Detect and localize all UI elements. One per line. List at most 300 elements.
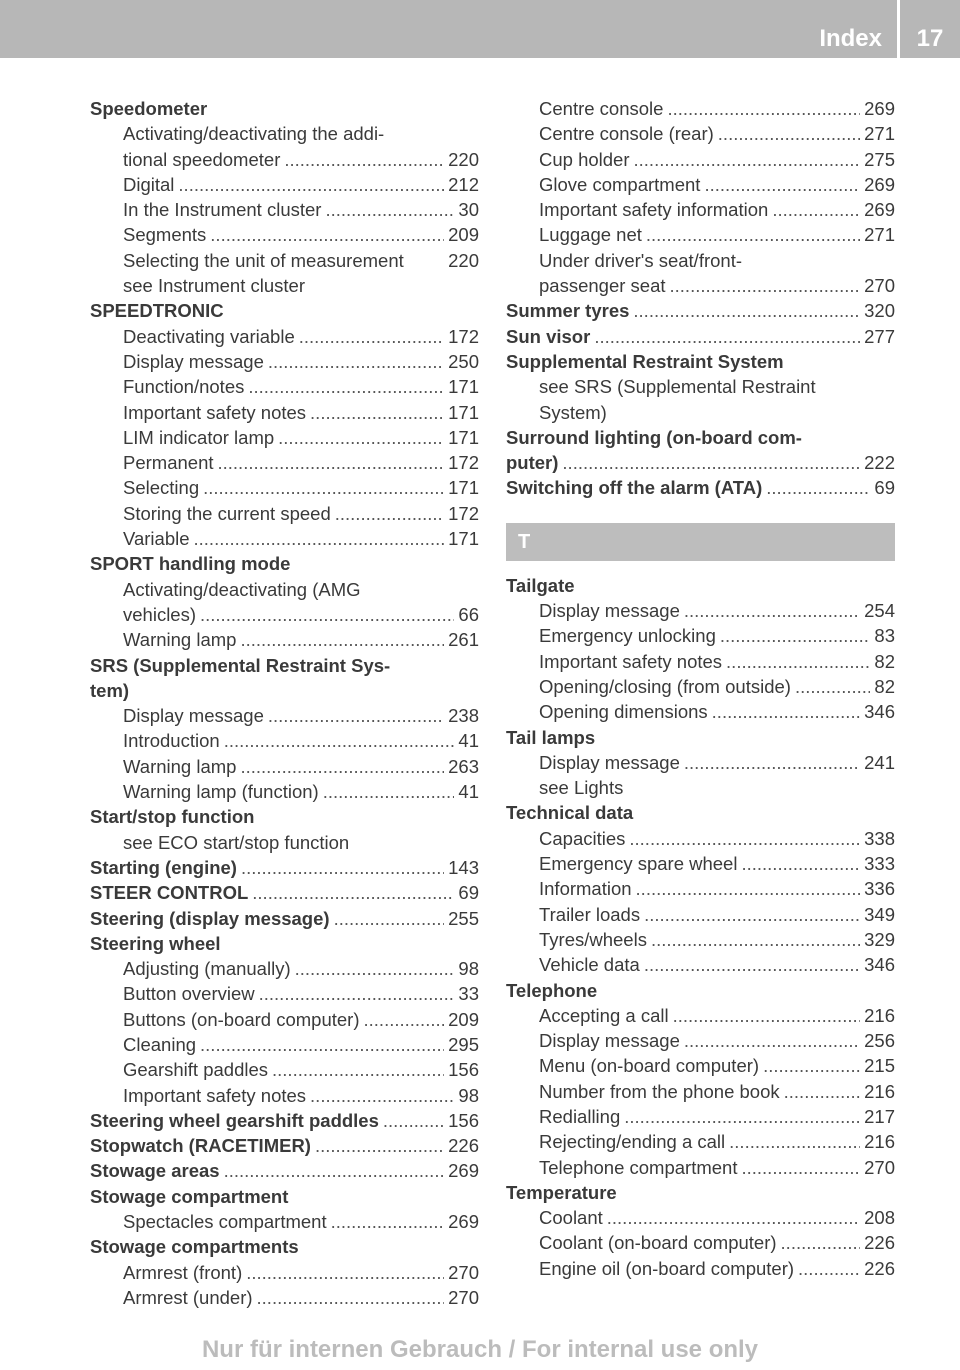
page-reference: 349 [864,903,895,925]
entry-text: Surround lighting (on-board com- [506,426,802,448]
index-subentry [90,349,479,374]
entry-text: Tyres/wheels [539,928,647,950]
leader-dots [624,1104,860,1129]
page-reference: 171 [448,426,479,448]
index-subentry [506,699,895,724]
page-reference: 209 [448,1008,479,1030]
entry-text: Summer tyres [506,300,630,322]
index-subentry [90,450,479,475]
index-subentry [506,649,895,674]
entry-text: Segments [123,224,207,246]
index-subentry [90,754,479,779]
index-subentry [506,222,895,247]
page-reference: 66 [458,603,479,625]
index-heading [90,1158,479,1183]
leader-dots [268,349,444,374]
index-subentry [90,1209,479,1234]
index-heading [506,573,895,598]
entry-text: see ECO start/stop function [123,831,350,853]
entry-text: see Lights [539,777,624,799]
entry-text: Information [539,878,632,900]
index-heading [506,349,895,374]
page-reference: 216 [864,1131,895,1153]
entry-text: Trailer loads [539,903,641,925]
entry-text: STEER CONTROL [90,882,249,904]
page-reference: 271 [864,123,895,145]
leader-dots [562,450,860,475]
entry-text: Activating/deactivating the addi- [123,123,385,145]
page-reference: 41 [458,730,479,752]
index-subentry [90,1032,479,1057]
page-reference: 209 [448,224,479,246]
leader-dots [781,1230,861,1255]
leader-dots [310,1083,454,1108]
page-reference: 270 [448,1261,479,1283]
page-reference: 263 [448,755,479,777]
index-heading [506,425,895,450]
entry-text: Supplemental Restraint System [506,350,784,372]
index-subentry [90,501,479,526]
page-reference: 254 [864,600,895,622]
page-reference: 156 [448,1109,479,1131]
index-subentry [506,750,895,775]
leader-dots [644,952,860,977]
index-subentry [90,248,479,273]
index-subentry [90,425,479,450]
index-subentry [90,526,479,551]
page-reference: 269 [864,98,895,119]
entry-text: Gearshift paddles [123,1059,269,1081]
index-subentry [506,1230,895,1255]
entry-text: Temperature [506,1181,617,1203]
page-reference: 338 [864,827,895,849]
entry-text: Number from the phone book [539,1080,780,1102]
entry-text: SPORT handling mode [90,553,291,575]
page-reference: 250 [448,350,479,372]
index-subentry [90,121,479,146]
entry-text: Coolant [539,1207,603,1229]
entry-text: LIM indicator lamp [123,426,275,448]
page-reference: 216 [864,1080,895,1102]
index-subentry [90,172,479,197]
index-subentry [506,952,895,977]
entry-text: Technical data [506,802,634,824]
index-subentry [90,197,479,222]
page-reference: 346 [864,954,895,976]
entry-text: Warning lamp [123,755,237,777]
index-heading [90,1108,479,1133]
entry-text: SRS (Supplemental Restraint Sys- [90,654,391,676]
leader-dots [772,197,860,222]
entry-text: Redialling [539,1105,621,1127]
index-subentry [90,956,479,981]
leader-dots [224,1158,445,1183]
index-subentry [506,1079,895,1104]
leader-dots [218,450,445,475]
leader-dots [203,475,444,500]
page-reference: 171 [448,376,479,398]
page-reference: 241 [864,751,895,773]
index-subentry [506,775,895,800]
leader-dots [670,273,861,298]
page-reference: 271 [864,224,895,246]
page-reference: 216 [864,1004,895,1026]
page-reference: 270 [448,1286,479,1308]
leader-dots [299,324,444,349]
page-reference: 238 [448,705,479,727]
page-reference: 171 [448,528,479,550]
entry-text: Display message [539,751,680,773]
page-reference: 333 [864,853,895,875]
entry-text: Switching off the alarm (ATA) [506,477,763,499]
index-heading [506,324,895,349]
entry-text: Spectacles compartment [123,1211,327,1233]
entry-text: System) [539,401,607,423]
page-reference: 320 [864,300,895,322]
leader-dots [651,927,860,952]
index-heading [90,855,479,880]
index-subentry [90,779,479,804]
entry-text: passenger seat [539,275,666,297]
index-subentry [90,1083,479,1108]
index-subentry [506,826,895,851]
index-subentry [90,374,479,399]
page-reference: 212 [448,173,479,195]
index-subentry [90,147,479,172]
page-reference: 269 [864,173,895,195]
page-reference: 336 [864,878,895,900]
page-reference: 215 [864,1055,895,1077]
entry-text: Stowage compartment [90,1185,289,1207]
leader-dots [684,598,860,623]
index-subentry [506,1003,895,1028]
page-reference: 275 [864,148,895,170]
index-heading [90,931,479,956]
entry-text: Important safety notes [123,1084,307,1106]
entry-text: Stopwatch (RACETIMER) [90,1135,311,1157]
entry-text: Deactivating variable [123,325,295,347]
index-subentry [90,273,479,298]
index-subentry [506,1104,895,1129]
leader-dots [712,699,860,724]
entry-text: Accepting a call [539,1004,669,1026]
leader-dots [684,1028,860,1053]
entry-text: Stowage compartments [90,1236,299,1258]
page-reference: 256 [864,1030,895,1052]
leader-dots [323,779,455,804]
entry-text: SPEEDTRONIC [90,300,224,322]
entry-text: Button overview [123,983,255,1005]
index-heading [90,906,479,931]
entry-text: Display message [539,1030,680,1052]
entry-text: Stowage areas [90,1160,220,1182]
page-reference: 208 [864,1207,895,1229]
entry-text: Speedometer [90,98,208,119]
entry-text: Storing the current speed [123,502,331,524]
index-subentry [90,1007,479,1032]
index-heading [506,450,895,475]
entry-text: Starting (engine) [90,856,237,878]
entry-text: Steering wheel [90,932,221,954]
page-reference: 226 [864,1232,895,1254]
entry-text: Opening/closing (from outside) [539,675,791,697]
entry-text: Warning lamp (function) [123,781,319,803]
leader-dots [607,1205,860,1230]
entry-text: Important safety information [539,199,769,221]
leader-dots [667,96,860,121]
entry-text: Variable [123,528,190,550]
index-heading [90,1184,479,1209]
page-reference: 171 [448,401,479,423]
entry-text: Steering (display message) [90,907,330,929]
entry-text: Buttons (on-board computer) [123,1008,360,1030]
index-heading [506,1180,895,1205]
leader-dots [594,324,860,349]
letter-divider [506,523,895,561]
entry-text: Display message [539,600,680,622]
leader-dots [784,1079,860,1104]
entry-text: Function/notes [123,376,245,398]
page-reference: 172 [448,502,479,524]
leader-dots [704,172,860,197]
index-heading [506,978,895,1003]
leader-dots [210,222,444,247]
leader-dots [364,1007,445,1032]
leader-dots [257,1285,445,1310]
leader-dots [335,501,444,526]
entry-text: see SRS (Supplemental Restraint [539,376,816,398]
leader-dots [272,1057,444,1082]
entry-text: tional speedometer [123,148,281,170]
footer-watermark: Nur für internen Gebrauch / For internal use only [201,1336,759,1363]
page-reference: 83 [874,625,895,647]
page-reference: 82 [874,675,895,697]
index-subentry [506,374,895,399]
entry-text: Activating/deactivating (AMG [123,578,361,600]
page-reference: 261 [448,629,479,651]
leader-dots [729,1129,860,1154]
index-heading [506,800,895,825]
page-reference: 172 [448,452,479,474]
leader-dots [766,475,870,500]
entry-text: Engine oil (on-board computer) [539,1257,795,1279]
index-subentry [506,1256,895,1281]
page-reference: 172 [448,325,479,347]
index-subentry [90,703,479,728]
leader-dots [741,1155,860,1180]
entry-text: Introduction [123,730,220,752]
page-reference: 217 [864,1105,895,1127]
index-subentry [506,172,895,197]
leader-dots [629,826,860,851]
leader-dots [634,147,861,172]
page-reference: 346 [864,701,895,723]
index-subentry [506,902,895,927]
page-reference: 220 [448,249,479,271]
page-reference: 269 [448,1211,479,1233]
index-subentry [90,1260,479,1285]
index-subentry [506,273,895,298]
index-subentry [90,400,479,425]
leader-dots [334,906,445,931]
page-reference: 329 [864,928,895,950]
leader-dots [644,902,860,927]
leader-dots [720,623,871,648]
entry-text: Vehicle data [539,954,640,976]
leader-dots [224,728,455,753]
entry-text: Warning lamp [123,629,237,651]
page-reference: 295 [448,1033,479,1055]
entry-text: Armrest (under) [123,1286,253,1308]
leader-dots [673,1003,861,1028]
entry-text: Tail lamps [506,726,596,748]
entry-text: Selecting [123,477,200,499]
entry-text: Start/stop function [90,806,255,828]
leader-dots [633,298,860,323]
entry-text: Centre console (rear) [539,123,714,145]
index-subentry [506,598,895,623]
index-heading [90,678,479,703]
page-reference: 270 [864,275,895,297]
header-bar [0,0,960,58]
index-subentry [506,876,895,901]
index-heading [90,551,479,576]
leader-dots [763,1053,860,1078]
entry-text: Tailgate [506,574,575,596]
index-subentry [506,197,895,222]
index-heading [506,298,895,323]
page-reference: 171 [448,477,479,499]
entry-text: Menu (on-board computer) [539,1055,760,1077]
entry-text: tem) [90,679,130,701]
leader-dots [241,855,444,880]
page-reference: 226 [864,1257,895,1279]
index-heading [90,96,479,121]
leader-dots [331,1209,445,1234]
leader-dots [268,703,444,728]
leader-dots [259,981,455,1006]
index-subentry [90,222,479,247]
index-heading [506,725,895,750]
index-subentry [506,1129,895,1154]
leader-dots [246,1260,444,1285]
page-reference: 226 [448,1135,479,1157]
index-subentry [90,981,479,1006]
index-subentry [506,96,895,121]
index-subentry [90,475,479,500]
page-reference: 69 [458,882,479,904]
leader-dots [194,526,445,551]
leader-dots [726,649,870,674]
page-reference: 269 [448,1160,479,1182]
page-reference: 30 [458,199,479,221]
entry-text: Emergency spare wheel [539,853,738,875]
index-subentry [506,1028,895,1053]
entry-text: Cleaning [123,1033,197,1055]
entry-text: Coolant (on-board computer) [539,1232,777,1254]
index-heading [90,804,479,829]
entry-text: Display message [123,705,264,727]
leader-dots [795,674,870,699]
entry-text: Cup holder [539,148,630,170]
page-reference: 255 [448,907,479,929]
entry-text: Telephone [506,979,598,1001]
entry-text: vehicles) [123,603,196,625]
leader-dots [200,602,454,627]
leader-dots [178,172,444,197]
leader-dots [295,956,455,981]
index-subentry [90,830,479,855]
page-reference: 270 [864,1156,895,1178]
index-column-right [506,96,895,1281]
entry-text: Permanent [123,452,214,474]
page-reference: 222 [864,452,895,474]
entry-text: Luggage net [539,224,642,246]
index-subentry [506,121,895,146]
entry-text: T [518,530,531,553]
index-column-left [90,96,479,1310]
index-heading [506,475,895,500]
leader-dots [248,374,444,399]
index-subentry [506,623,895,648]
page-reference: 277 [864,325,895,347]
index-subentry [506,927,895,952]
leader-dots [383,1108,444,1133]
leader-dots [741,851,860,876]
leader-dots [278,425,444,450]
entry-text: Sun visor [506,325,591,347]
page-reference: 69 [874,477,895,499]
entry-text: Important safety notes [539,650,723,672]
entry-text: Capacities [539,827,626,849]
index-subentry [90,602,479,627]
page-number: 17 [916,25,944,52]
page-reference: 98 [458,958,479,980]
entry-text: Steering wheel gearshift paddles [90,1109,379,1131]
leader-dots [798,1256,860,1281]
entry-text: Adjusting (manually) [123,958,291,980]
entry-text: Selecting the unit of measurement [123,249,404,271]
entry-text: puter) [506,452,559,474]
index-subentry [506,674,895,699]
index-heading [90,298,479,323]
leader-dots [310,400,444,425]
page-reference: 143 [448,856,479,878]
leader-dots [315,1133,444,1158]
index-subentry [506,248,895,273]
index-heading [90,653,479,678]
entry-text: see Instrument cluster [123,275,305,297]
page-reference: 82 [874,650,895,672]
index-subentry [90,577,479,602]
entry-text: Opening dimensions [539,701,708,723]
page-reference: 41 [458,781,479,803]
index-subentry [506,1053,895,1078]
index-subentry [90,1285,479,1310]
entry-text: In the Instrument cluster [123,199,322,221]
index-subentry [506,400,895,425]
entry-text: Emergency unlocking [539,625,716,647]
leader-dots [240,627,444,652]
entry-text: Rejecting/ending a call [539,1131,726,1153]
leader-dots [325,197,454,222]
leader-dots [646,222,860,247]
section-title: Index [819,25,882,52]
entry-text: Under driver's seat/front- [539,249,742,271]
entry-text: Centre console [539,98,664,119]
index-subentry [90,728,479,753]
index-heading [90,1234,479,1259]
